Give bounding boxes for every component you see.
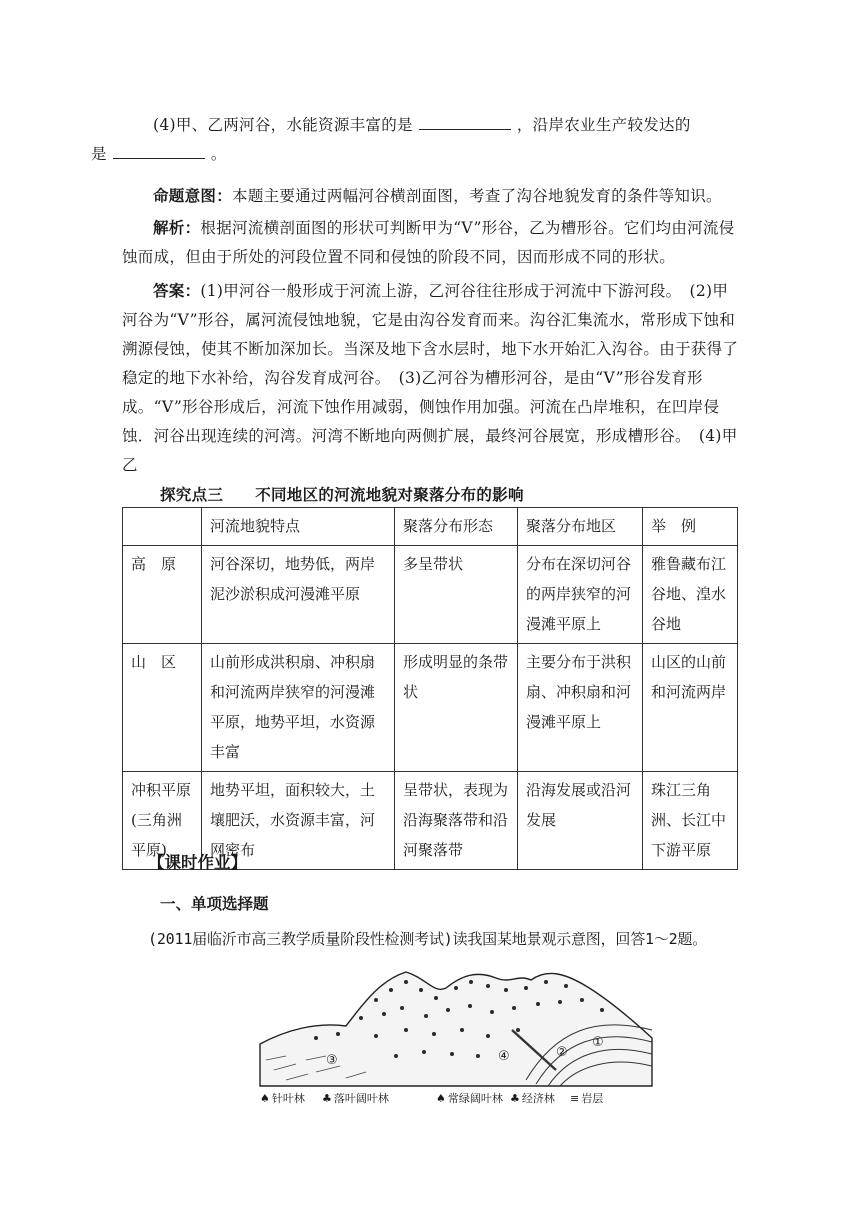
table-header-row [123, 508, 738, 546]
table-cell: 雅鲁藏布江谷地、湟水谷地 [643, 546, 738, 644]
landform-settlement-table [122, 507, 738, 870]
conifer-icon: ♠ [260, 1092, 270, 1105]
analysis-paragraph: 解析：根据河流横剖面图的形状可判断甲为“V”形谷，乙为槽形谷。它们均由河流侵蚀而成，但由于所处的河段位置不同和侵蚀的阶段不同，因而形成不同的形状。 [122, 218, 735, 266]
answer-paragraph: 答案：(1)甲河谷一般形成于河流上游，乙河谷往往形成于河流中下游河段。 (2)甲河谷为“V”形谷，属河流侵蚀地貌，它是由沟谷发育而来。沟谷汇集流水，常形成下蚀和溯源侵蚀，使其不断加深加长。当深及地下含水层时，地下水开始汇入沟谷。由于获得了稳定的地下水补给，沟谷发育成河谷。 (3)乙河谷为槽形河谷，是由“V”形谷发育形成。“V”形谷形成后，河流下蚀作用减弱，侧蚀作用加强。河流在凸岸堆积，在凹岸侵蚀．河谷出现连续的河湾。河湾不断地向两侧扩展，最终河谷展宽，形成槽形谷。 (4)甲乙 [122, 281, 739, 474]
table-cell: 多呈带状 [395, 546, 518, 644]
table-cell: 河谷深切，地势低，两岸泥沙淤积成河漫滩平原 [202, 546, 395, 644]
homework-subtitle: 一、单项选择题 [160, 894, 269, 913]
table-cell: 形成明显的条带状 [395, 644, 518, 772]
legend-item: ♣ 落叶阔叶林 [322, 1092, 389, 1105]
table-cell: 山区的山前和河流两岸 [643, 644, 738, 772]
table-cell: 高 原 [123, 546, 202, 644]
table-cell: 分布在深切河谷的两岸狭窄的河漫滩平原上 [518, 546, 643, 644]
homework-title: 【课时作业】 [148, 853, 247, 872]
table-header-cell: 举 例 [643, 508, 738, 546]
table-cell: 山 区 [123, 644, 202, 772]
table-header-cell: 河流地貌特点 [202, 508, 395, 546]
marker-4: ④ [498, 1049, 510, 1064]
diagram-legend [260, 1086, 660, 1110]
table-header-cell: 聚落分布地区 [518, 508, 643, 546]
table-cell: 山前形成洪积扇、冲积扇和河流两岸狭窄的河漫滩平原，地势平坦，水资源丰富 [202, 644, 395, 772]
table-row [123, 644, 738, 772]
legend-item: ♠ 常绿阔叶林 [436, 1092, 503, 1105]
legend-item: ≡ 岩层 [570, 1092, 604, 1105]
legend-item: ♣ 经济林 [510, 1092, 555, 1105]
evergreen-tree-icon: ♠ [436, 1092, 446, 1105]
answer-blank-2[interactable] [113, 142, 205, 159]
table-row [123, 546, 738, 644]
table-cell: 主要分布于洪积扇、冲积扇和河漫滩平原上 [518, 644, 643, 772]
marker-2: ② [556, 1045, 568, 1060]
table-cell: 地势平坦，面积较大，土壤肥沃，水资源丰富，河网密布 [202, 772, 395, 870]
marker-3: ③ [326, 1053, 338, 1068]
marker-1: ① [592, 1035, 604, 1050]
economic-forest-icon: ♣ [510, 1092, 520, 1105]
deciduous-tree-icon: ♣ [322, 1092, 332, 1105]
table-header-cell: 聚落分布形态 [395, 508, 518, 546]
table-cell: 沿海发展或沿河发展 [518, 772, 643, 870]
table-cell: 呈带状，表现为沿海聚落带和沿河聚落带 [395, 772, 518, 870]
table-cell: 冲积平原(三角洲平原) [123, 772, 202, 870]
question-4: (4)甲、乙两河谷，水能资源丰富的是 ，沿岸农业生产较发达的 是 。 [122, 111, 742, 169]
legend-item: ♠ 针叶林 [260, 1092, 305, 1105]
table-header-cell [123, 508, 202, 546]
table-cell: 珠江三角洲、长江中下游平原 [643, 772, 738, 870]
homework-intro: (2011届临沂市高三教学质量阶段性检测考试)读我国某地景观示意图，回答1～2题。 [148, 930, 708, 948]
answer-blank-1[interactable] [419, 113, 511, 130]
rock-layer-icon: ≡ [570, 1092, 580, 1105]
section-heading: 探究点三 不同地区的河流地貌对聚落分布的影响 [160, 485, 524, 504]
intent-paragraph: 命题意图：本题主要通过两幅河谷横剖面图，考查了沟谷地貌发育的条件等知识。 [153, 186, 722, 205]
